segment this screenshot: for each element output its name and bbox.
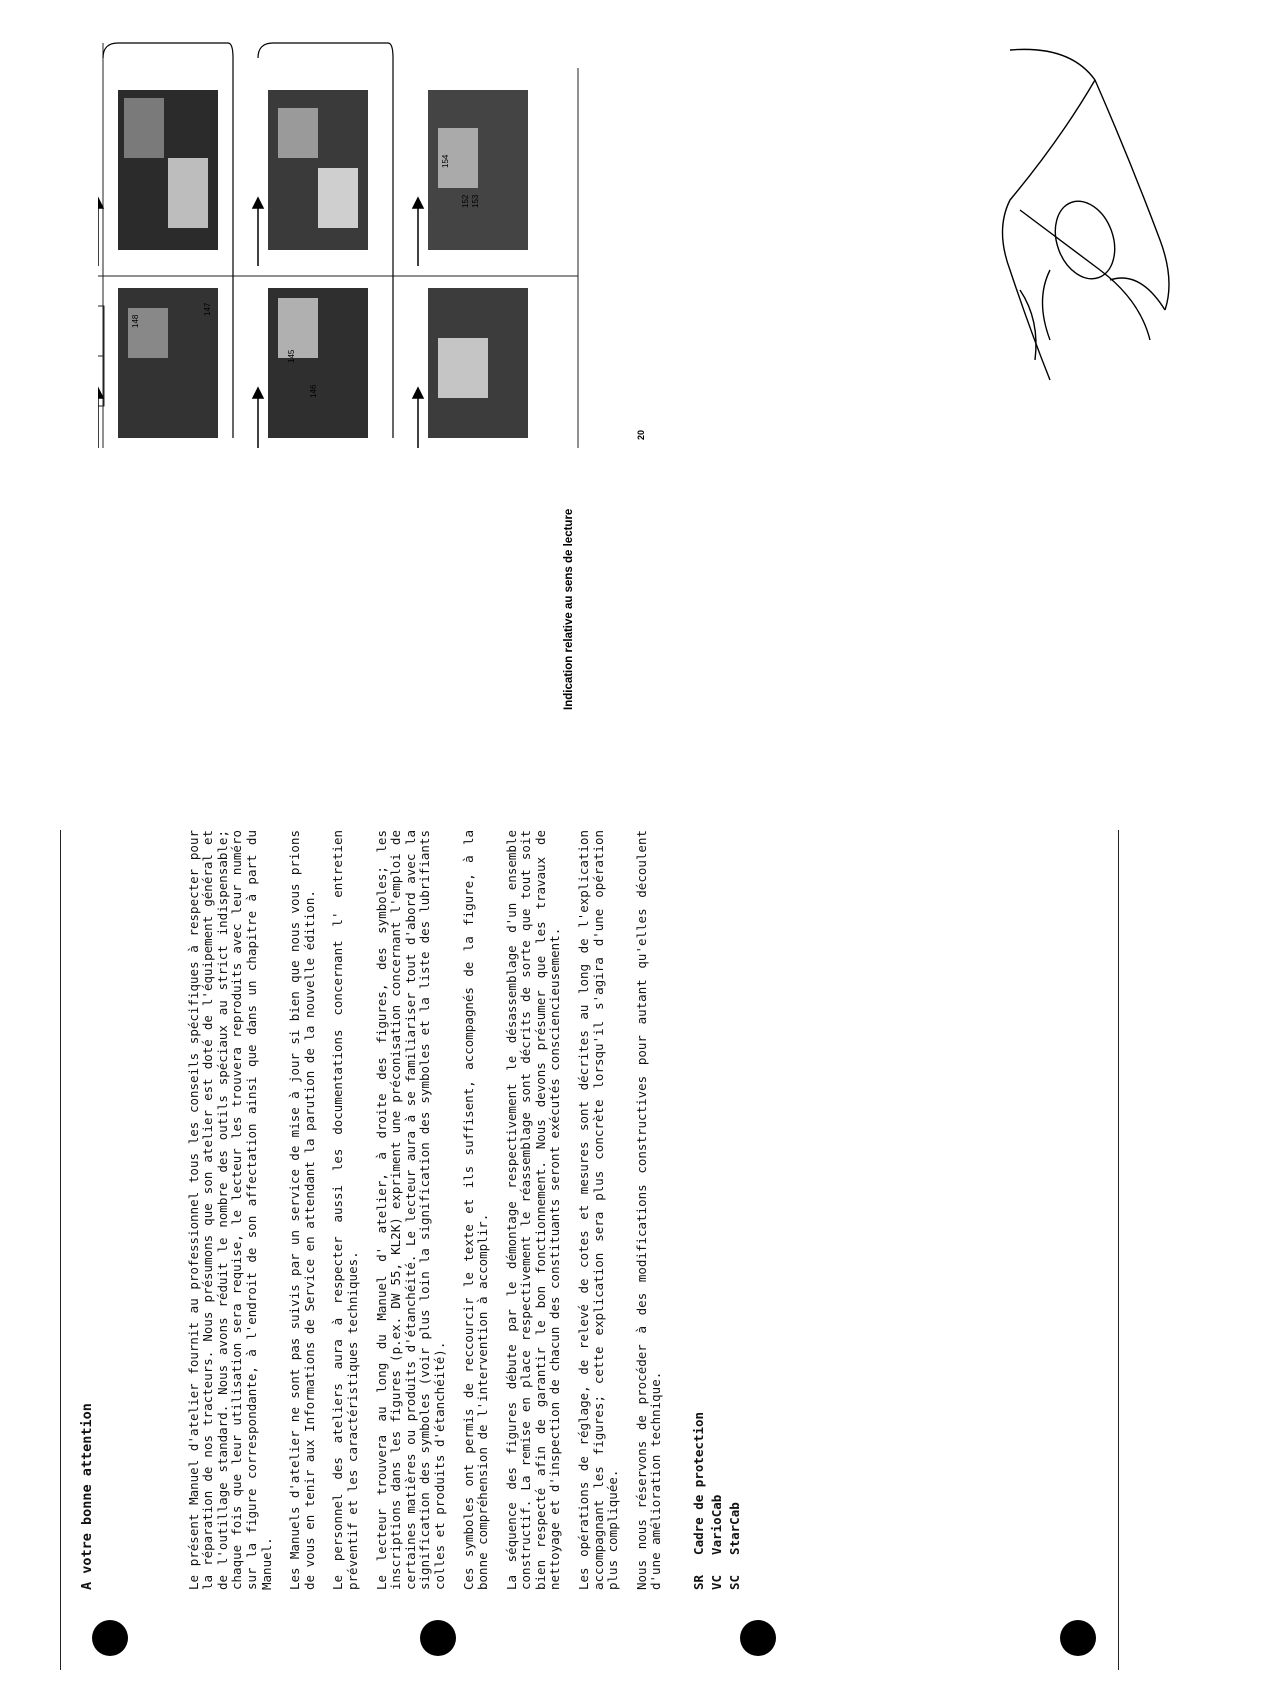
paragraph: Le présent Manuel d'atelier fournit au professionnel tous les conseils spécifiques à respecter pour la réparation de nos tracteurs. Nous présumons que son atelier est doté de l'équipement général et de l'outillage standard. Nous avons réduit le nombre des outils spéciaux au strict indispensable; chaque fois que leur utilisation sera requise, le lecteur les trouvera reproduits avec leur numéro sur la figure correspondante, à l'endroit de son affectation ainsi que dans un chapitre à part du Manuel. <box>185 830 274 1590</box>
right-rule <box>1118 830 1119 1670</box>
part-label-145: 145 <box>287 349 296 363</box>
intro-text-block <box>80 830 920 1590</box>
abbreviation-row <box>690 1392 708 1590</box>
abbreviation-label: Cadre de protection <box>691 1411 707 1555</box>
abbreviation-table <box>690 1392 744 1590</box>
paragraph: Ces symboles ont permis de reccourcir le texte et ils suffisent, accompagnés de la figure, à la bonne compréhension de l'intervention à accomplir. <box>460 830 491 1590</box>
part-label-147: 147 <box>203 302 212 316</box>
paragraph: Le personnel des ateliers aura à respecter aussi les documentations concernant l' entretien préventif et les caractéristiques techniques. <box>330 830 360 1590</box>
abbreviation-row <box>708 1392 726 1590</box>
part-label-152: 152 <box>461 194 470 208</box>
abbreviation-code: VC <box>709 1574 725 1590</box>
page-title: A votre bonne attention <box>79 1403 95 1590</box>
figure-caption: Indication relative au sens de lecture <box>563 508 575 710</box>
paragraph: Le lecteur trouvera au long du Manuel d' atelier, à droite des figures, des symboles; les inscriptions dans les figures (p.ex. DW 55, KL2K) expriment une préconisation concernant l'emploi de certaines matières ou produits d'étanchéité. Le lecteur aura à se familiariser tout d'abord avec la signification des symboles (voir plus loin la signification des symboles et la liste des lubrifiants colles et produits d'étanchéité). <box>373 830 447 1590</box>
abbreviation-row <box>726 1392 744 1590</box>
punch-hole <box>740 1620 776 1656</box>
abbreviation-code: SR <box>691 1574 707 1590</box>
part-label-148: 148 <box>131 314 140 328</box>
punch-hole <box>92 1620 128 1656</box>
paragraph: Les opérations de réglage, de relevé de cotes et mesures sont décrites au long de l'explication accompagnant les figures; cette explication sera plus concrète lorsqu'il s'agira d'une opération plus compliquée. <box>576 830 621 1590</box>
hand-illustration <box>990 40 1250 400</box>
punch-hole <box>1060 1620 1096 1656</box>
punch-hole <box>420 1620 456 1656</box>
paragraph: Les Manuels d'atelier ne sont pas suivis par un service de mise à jour si bien que nous vous prions de vous en tenir aux Informations de Service en attendant la parution de la nouvelle édition. <box>287 830 317 1590</box>
part-label-153: 153 <box>471 194 480 208</box>
part-label-154: 154 <box>441 154 450 168</box>
left-rule <box>60 830 61 1670</box>
paragraph: La séquence des figures débute par le démontage respectivement le désassemblage d'un ensemble constructif. La remise en place respectivement le réassemblage sont décrits de sorte que tout soit bien respecté afin de garantir le bon fonctionnement. Nous devons présumer que les travaux de nettoyage et d'inspection de chacun des constituants seront exécutés consciencieusement. <box>503 830 563 1590</box>
paragraph: Nous nous réservons de procéder à des modifications constructives pour autant qu'elles découlent d'une amélioration technique. <box>633 830 664 1590</box>
abbreviation-label: StarCab <box>727 1502 743 1555</box>
page-number: 20 <box>636 429 646 440</box>
illustration-strip <box>98 38 638 458</box>
part-label-146: 146 <box>309 384 318 398</box>
abbreviation-label: VarioCab <box>709 1494 725 1555</box>
abbreviation-code: SC <box>727 1574 743 1590</box>
illustration-svg <box>98 38 638 458</box>
